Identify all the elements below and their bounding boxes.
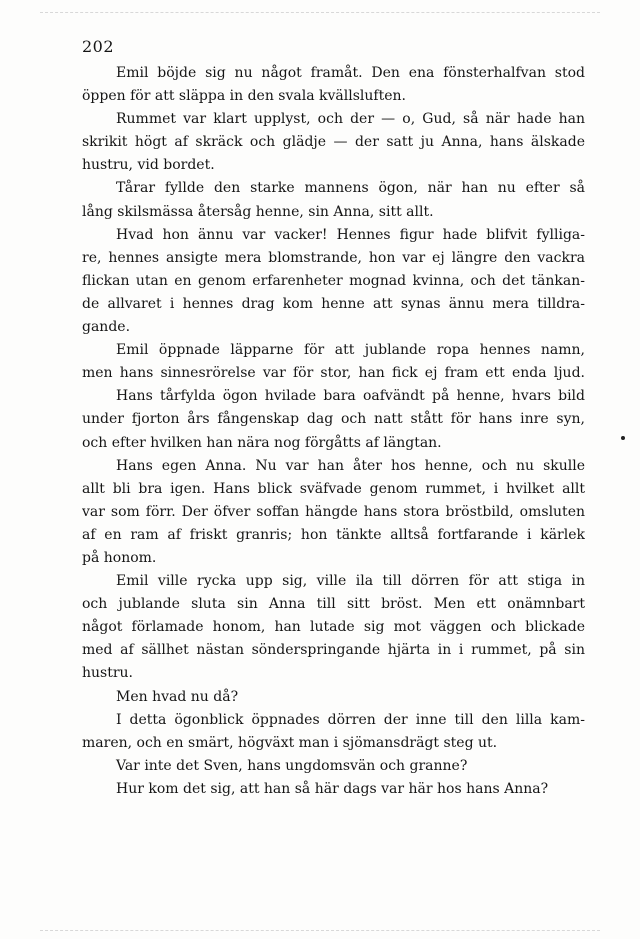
text-line: Hans egen Anna. Nu var han åter hos henne, och nu skulle (116, 457, 585, 474)
scan-edge-top (40, 12, 600, 13)
body-text (82, 62, 585, 801)
text-line: med af sällhet nästan sönderspringande hjärta in i rummet, på sin (82, 642, 585, 659)
scan-edge-bottom (40, 930, 600, 931)
text-line: på honom. (82, 549, 157, 566)
text-line: skrikit högt af skräck och glädje — der satt ju Anna, hans älskade (82, 134, 585, 151)
text-line: Var inte det Sven, hans ungdomsvän och granne? (116, 757, 468, 774)
text-line: Rummet var klart upplyst, och der — o, Gud, så när hade han (116, 111, 585, 128)
margin-dot (621, 436, 625, 440)
text-line: hustru. (82, 665, 134, 682)
text-line: de allvaret i hennes drag kom henne att synas ännu mera tilldra- (82, 295, 585, 312)
text-line: något förlamade honom, han lutade sig mot väggen och blickade (82, 619, 585, 636)
text-line: Tårar fyllde den starke mannens ögon, när han nu efter så (116, 180, 585, 197)
text-line: under fjorton års fångenskap dag och natt stått för hans inre syn, (82, 411, 585, 428)
text-line: och jublande sluta sin Anna till sitt bröst. Men ett onämnbart (82, 596, 585, 613)
text-line: af en ram af friskt granris; hon tänkte alltså fortfarande i kärlek (82, 526, 585, 543)
text-line: Men hvad nu då? (116, 688, 239, 705)
text-line: Emil ville rycka upp sig, ville ila till dörren för att stiga in (116, 573, 585, 590)
text-line: var som förr. Der öfver soffan hängde hans stora bröstbild, omsluten (82, 503, 585, 520)
text-line: Hur kom det sig, att han så här dags var här hos hans Anna? (116, 780, 549, 797)
text-line: Emil öppnade läpparne för att jublande ropa hennes namn, (116, 342, 585, 359)
text-line: öppen för att släppa in den svala kvällsluften. (82, 88, 406, 105)
text-line: gande. (82, 319, 131, 336)
text-line: allt bli bra igen. Hans blick sväfvade genom rummet, i hvilket allt (82, 480, 585, 497)
text-line: Hans tårfylda ögon hvilade bara oafvändt på henne, hvars bild (116, 388, 585, 405)
text-line: maren, och en smärt, högväxt man i sjömansdrägt steg ut. (82, 734, 498, 751)
page-number: 202 (82, 37, 115, 56)
text-line: re, hennes ansigte mera blomstrande, hon var ej längre den vackra (82, 249, 585, 266)
text-line: och efter hvilken han nära nog förgåtts af längtan. (82, 434, 442, 451)
text-line: lång skilsmässa återsåg henne, sin Anna, sitt allt. (82, 203, 434, 220)
text-line: Emil böjde sig nu något framåt. Den ena fönsterhalfvan stod (116, 65, 585, 81)
text-line: hustru, vid bordet. (82, 157, 215, 174)
text-line: men hans sinnesrörelse var för stor, han fick ej fram ett enda ljud. (82, 365, 585, 382)
text-line: I detta ögonblick öppnades dörren der inne till den lilla kam- (116, 711, 585, 728)
text-line: flickan utan en genom erfarenheter mognad kvinna, och det tänkan- (82, 272, 585, 289)
text-line: Hvad hon ännu var vacker! Hennes figur hade blifvit fylliga- (116, 226, 585, 243)
